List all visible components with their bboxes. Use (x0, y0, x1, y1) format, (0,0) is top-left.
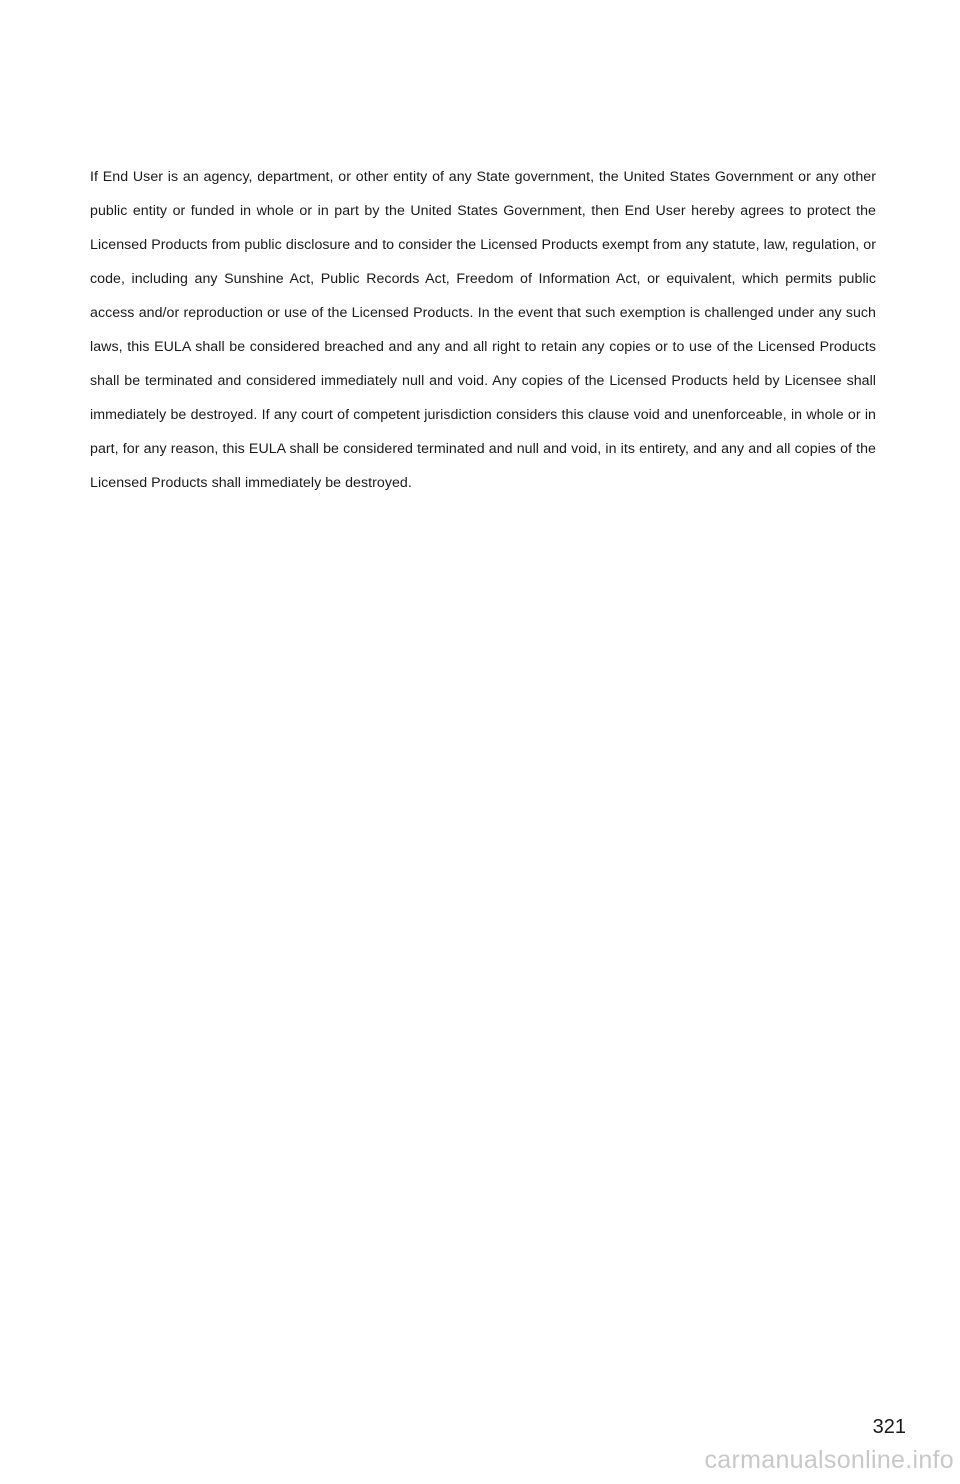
watermark: carmanualsonline.info (704, 1446, 954, 1474)
eula-paragraph: If End User is an agency, department, or other entity of any State government, the United States Government or any other public entity or funded in whole or in part by the United States Government, then End User hereby agrees to protect the Licensed Products from public disclosure and to consider the Licensed Products exempt from any statute, law, regulation, or code, including any Sunshine Act, Public Records Act, Freedom of Information Act, or equivalent, which permits public access and/or reproduction or use of the Licensed Products. In the event that such exemption is challenged under any such laws, this EULA shall be considered breached and any and all right to retain any copies or to use of the Licensed Products shall be terminated and considered immediately null and void. Any copies of the Licensed Products held by Licensee shall immediately be destroyed. If any court of competent jurisdiction considers this clause void and unenforceable, in whole or in part, for any reason, this EULA shall be considered terminated and null and void, in its entirety, and any and all copies of the Licensed Products shall immediately be destroyed. (90, 169, 876, 491)
page-number: 321 (872, 1416, 906, 1438)
